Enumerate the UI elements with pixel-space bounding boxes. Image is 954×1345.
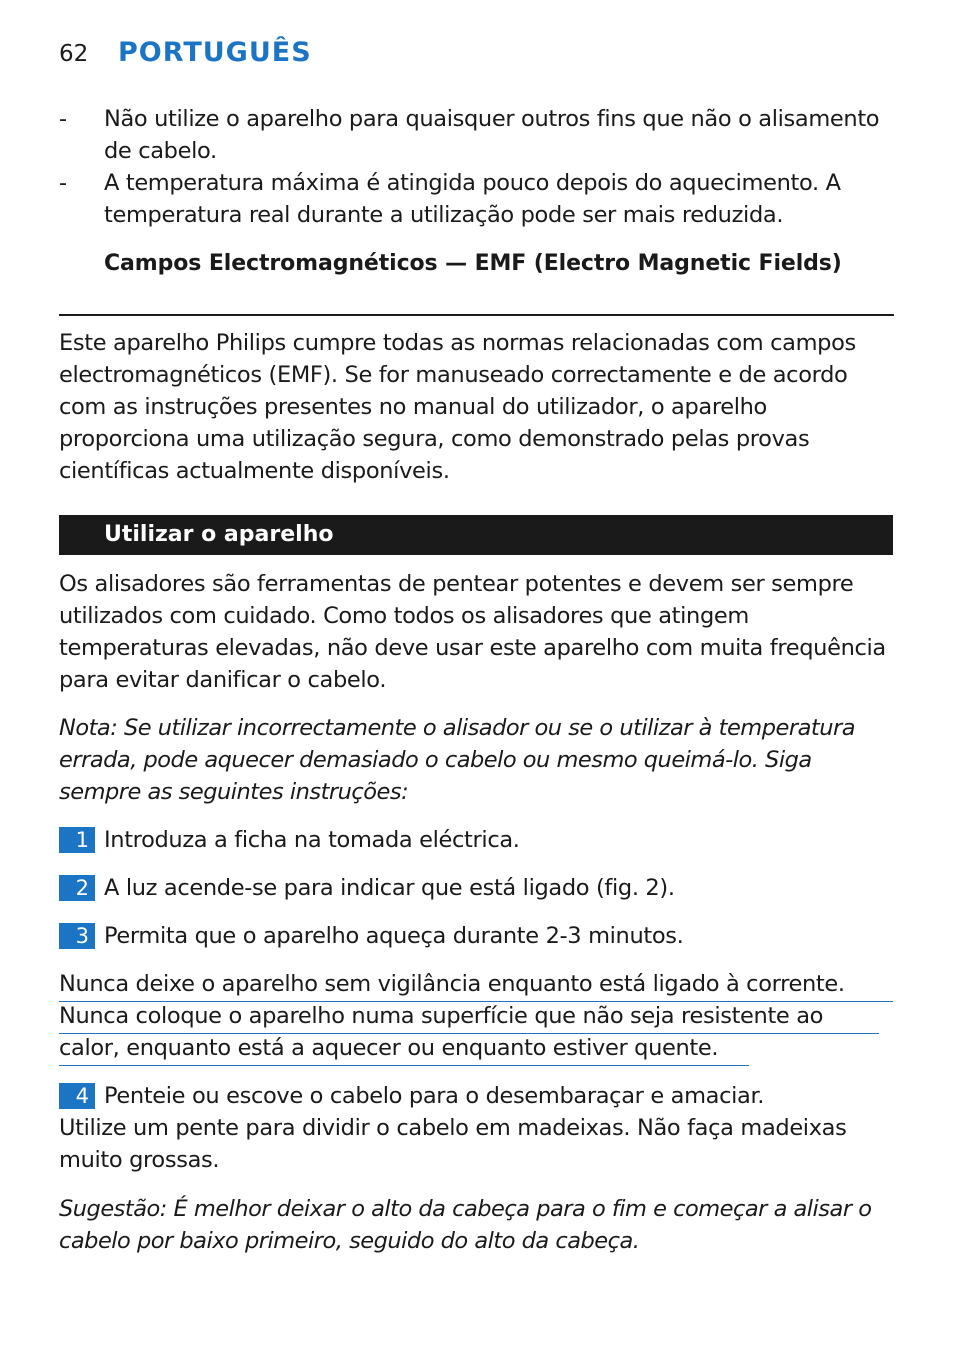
step-text: Introduza a ficha na tomada eléctrica.	[104, 827, 520, 853]
step-text: A luz acende-se para indicar que está ligado (fig. 2).	[104, 875, 675, 901]
step-number-badge: 4	[59, 1083, 95, 1109]
intro-paragraph: Os alisadores são ferramentas de pentear potentes e devem ser sempre utilizados com cuidado. Como todos os alisadores que atingem temperaturas elevadas, não deve usar este aparelho com muita frequência para evitar danificar o cabelo.	[59, 571, 886, 693]
warning-line: calor, enquanto está a aquecer ou enquanto estiver quente.	[59, 1035, 719, 1061]
bullet-dash: -	[59, 170, 68, 196]
step-number-badge: 2	[59, 875, 95, 901]
language-heading: PORTUGUÊS	[118, 37, 312, 68]
tip-paragraph: Sugestão: É melhor deixar o alto da cabeça para o fim e começar a alisar o cabelo por baixo primeiro, seguido do alto da cabeça.	[59, 1196, 872, 1254]
note-paragraph: Nota: Se utilizar incorrectamente o alisador ou se o utilizar à temperatura errada, pode aquecer demasiado o cabelo ou mesmo queimá-lo. Siga sempre as seguintes instruções:	[59, 715, 855, 805]
warning-line: Nunca coloque o aparelho numa superfície que não seja resistente ao	[59, 1003, 824, 1029]
bullet-item: A temperatura máxima é atingida pouco depois do aquecimento. A temperatura real durante a utilização pode ser mais reduzida.	[104, 170, 841, 228]
step-text: Permita que o aparelho aqueça durante 2-3 minutos.	[104, 923, 684, 949]
heading-rule	[59, 314, 894, 316]
bullet-dash: -	[59, 106, 68, 132]
warning-line: Nunca deixe o aparelho sem vigilância enquanto está ligado à corrente.	[59, 971, 845, 997]
page-number: 62	[59, 41, 89, 67]
step-continuation: Utilize um pente para dividir o cabelo em madeixas. Não faça madeixas muito grossas.	[59, 1115, 847, 1173]
emf-paragraph: Este aparelho Philips cumpre todas as normas relacionadas com campos electromagnéticos (EMF). Se for manuseado correctamente e de acordo com as instruções presentes no manual do utilizador, o aparelho proporciona uma utilização segura, como demonstrado pelas provas científicas actualmente disponíveis.	[59, 330, 856, 484]
emf-heading: Campos Electromagnéticos — EMF (Electro Magnetic Fields)	[104, 251, 842, 276]
step-number-badge: 1	[59, 827, 95, 853]
step-number-badge: 3	[59, 923, 95, 949]
section-title: Utilizar o aparelho	[104, 522, 334, 547]
step-text: Penteie ou escove o cabelo para o desembaraçar e amaciar.	[104, 1083, 765, 1109]
warning-underline	[59, 1065, 749, 1066]
bullet-item: Não utilize o aparelho para quaisquer outros fins que não o alisamento de cabelo.	[104, 106, 880, 164]
